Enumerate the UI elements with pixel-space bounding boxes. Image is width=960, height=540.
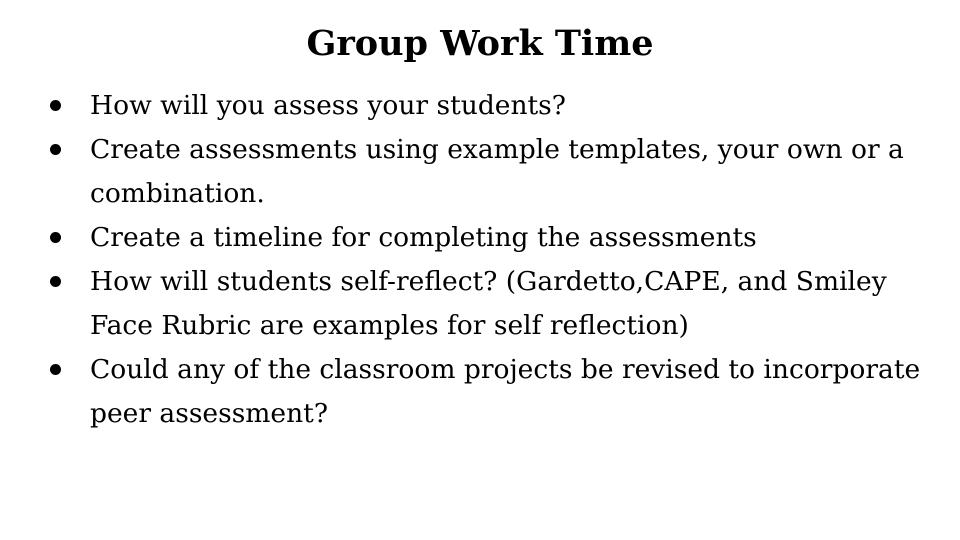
bullet-text: Create a timeline for completing the assessments	[90, 222, 757, 253]
bullet-icon	[50, 232, 61, 243]
slide-title: Group Work Time	[306, 23, 654, 64]
bullet-item	[46, 216, 926, 260]
bullet-icon	[50, 364, 61, 375]
bullet-icon	[50, 276, 61, 287]
bullet-text: Create assessments using example templates, your own or a combination.	[90, 134, 904, 209]
bullet-icon	[50, 100, 61, 111]
bullet-icon	[50, 144, 61, 155]
bullet-text: How will students self-reflect? (Gardetto,CAPE, and Smiley Face Rubric are examples for self reflection)	[90, 266, 887, 341]
bullet-item	[46, 348, 926, 436]
bullet-text: How will you assess your students?	[90, 90, 566, 121]
bullet-item	[46, 84, 926, 128]
bullet-text: Could any of the classroom projects be revised to incorporate peer assessment?	[90, 354, 921, 429]
bullet-item	[46, 260, 926, 348]
bullet-item	[46, 128, 926, 216]
bullet-list	[46, 84, 926, 436]
